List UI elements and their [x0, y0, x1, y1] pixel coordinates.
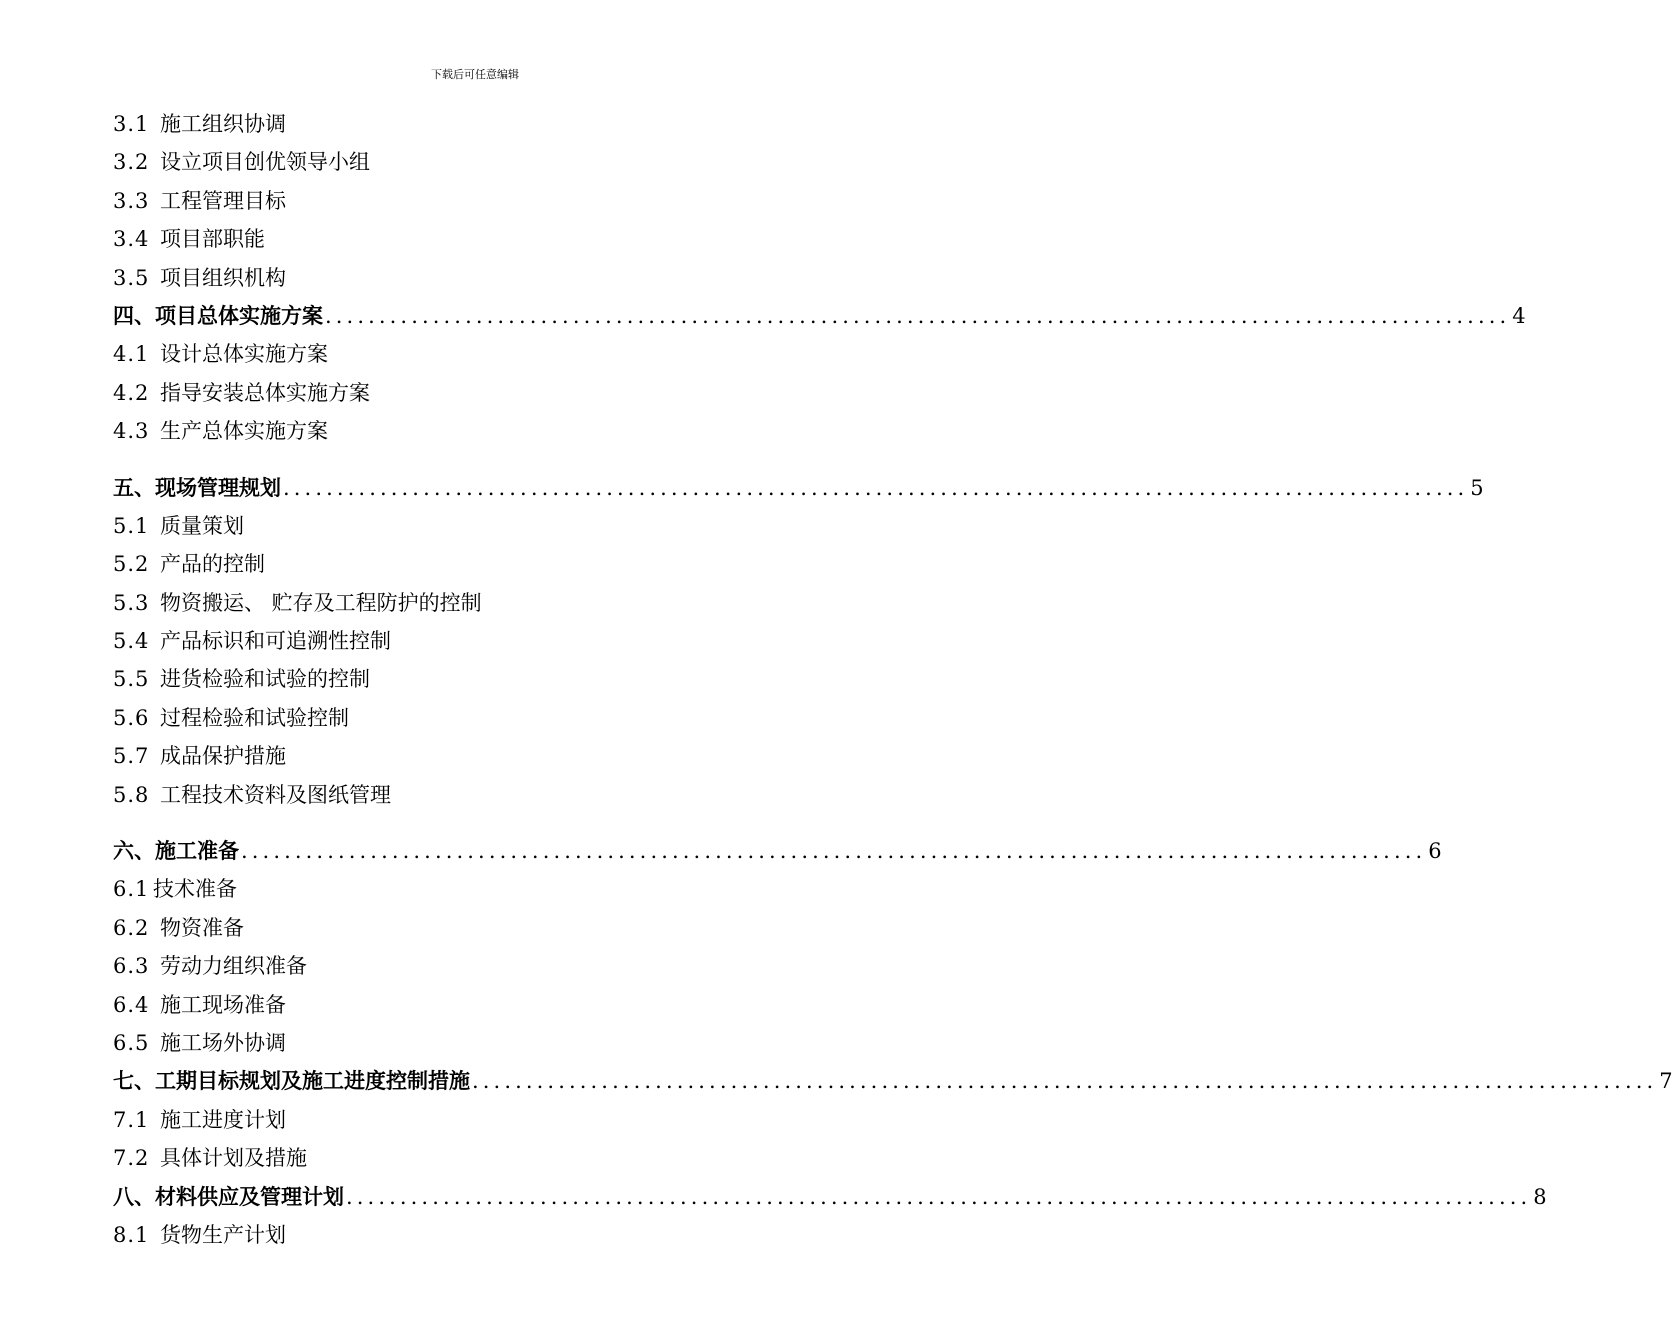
subsection-number: 3.3 — [113, 188, 150, 213]
toc-subsection-entry[interactable] — [113, 220, 859, 258]
subsection-title: 产品标识和可追溯性控制 — [160, 629, 391, 654]
subsection-number: 6.1 — [113, 877, 150, 902]
section-title: 材料供应及管理计划 — [155, 1183, 344, 1209]
toc-subsection-entry[interactable] — [113, 507, 859, 545]
subsection-number: 5.8 — [113, 782, 150, 807]
subsection-title: 进货检验和试验的控制 — [160, 667, 370, 692]
page-number: 4 — [1512, 303, 1526, 328]
subsection-title: 具体计划及措施 — [160, 1146, 307, 1171]
subsection-number: 4.3 — [113, 419, 150, 444]
page-number: 8 — [1533, 1184, 1547, 1209]
subsection-title: 货物生产计划 — [160, 1222, 286, 1247]
subsection-title: 物资搬运、 贮存及工程防护的控制 — [160, 590, 482, 615]
toc-subsection-entry[interactable] — [113, 182, 859, 220]
subsection-title: 物资准备 — [160, 915, 244, 940]
page-number: 7 — [1659, 1069, 1673, 1094]
subsection-title: 生产总体实施方案 — [160, 419, 328, 444]
page-number: 6 — [1428, 839, 1442, 864]
toc-subsection-entry[interactable] — [113, 660, 859, 698]
toc-subsection-entry[interactable] — [113, 737, 859, 775]
subsection-number: 5.6 — [113, 705, 150, 730]
subsection-title: 劳动力组织准备 — [160, 954, 307, 979]
toc-subsection-entry[interactable] — [113, 699, 859, 737]
subsection-title: 产品的控制 — [160, 552, 265, 577]
toc-subsection-entry[interactable] — [113, 374, 859, 412]
dot-leader: .............................................................................................................. — [283, 475, 1469, 500]
toc-subsection-entry[interactable] — [113, 259, 859, 297]
toc-subsection-entry[interactable] — [113, 947, 859, 985]
subsection-number: 7.2 — [113, 1146, 150, 1171]
subsection-title: 项目组织机构 — [160, 265, 286, 290]
subsection-number: 6.3 — [113, 954, 150, 979]
toc-subsection-entry[interactable] — [113, 584, 859, 622]
subsection-number: 5.4 — [113, 629, 150, 654]
subsection-number: 3.1 — [113, 112, 150, 136]
section-title: 现场管理规划 — [155, 474, 281, 500]
toc-subsection-entry[interactable] — [113, 776, 859, 814]
subsection-title: 设立项目创优领导小组 — [160, 150, 370, 175]
section-title: 项目总体实施方案 — [155, 302, 323, 328]
subsection-number: 4.1 — [113, 342, 150, 367]
subsection-title: 指导安装总体实施方案 — [160, 380, 370, 405]
subsection-number: 4.2 — [113, 380, 150, 405]
subsection-number: 3.4 — [113, 227, 150, 252]
subsection-title: 施工组织协调 — [160, 112, 286, 136]
subsection-title: 施工现场准备 — [160, 992, 286, 1017]
subsection-title: 技术准备 — [153, 877, 237, 902]
toc-section-entry[interactable] — [113, 1178, 1547, 1216]
toc-subsection-entry[interactable] — [113, 545, 859, 583]
page-header: 下载后可任意编辑 — [431, 68, 519, 81]
subsection-title: 过程检验和试验控制 — [160, 705, 349, 730]
toc-subsection-entry[interactable] — [113, 986, 859, 1024]
subsection-title: 项目部职能 — [160, 227, 265, 252]
toc-subsection-entry[interactable] — [113, 143, 859, 181]
toc-section-entry[interactable] — [113, 1062, 1673, 1100]
toc-subsection-entry[interactable] — [113, 412, 859, 450]
dot-leader: .............................................................................................................. — [346, 1184, 1532, 1209]
toc-section-entry[interactable] — [113, 297, 1526, 335]
toc-subsection-entry[interactable] — [113, 105, 859, 143]
dot-leader: .............................................................................................................. — [241, 839, 1427, 864]
subsection-number: 3.5 — [113, 265, 150, 290]
dot-leader: .............................................................................................................. — [325, 303, 1511, 328]
section-number: 七、 — [113, 1068, 155, 1094]
toc-subsection-entry[interactable] — [113, 909, 859, 947]
subsection-title: 质量策划 — [160, 513, 244, 538]
section-title: 施工准备 — [155, 838, 239, 864]
subsection-title: 设计总体实施方案 — [160, 342, 328, 367]
subsection-number: 5.3 — [113, 590, 150, 615]
toc-subsection-entry[interactable] — [113, 1216, 859, 1254]
section-title: 工期目标规划及施工进度控制措施 — [155, 1068, 470, 1094]
subsection-number: 5.5 — [113, 667, 150, 692]
subsection-number: 6.4 — [113, 992, 150, 1017]
section-number: 六、 — [113, 838, 155, 864]
subsection-number: 8.1 — [113, 1222, 150, 1247]
subsection-title: 成品保护措施 — [160, 744, 286, 769]
subsection-title: 施工场外协调 — [160, 1030, 286, 1055]
toc-section-entry[interactable] — [113, 469, 1484, 507]
toc-subsection-entry[interactable] — [113, 335, 859, 373]
section-number: 五、 — [113, 474, 155, 500]
toc-subsection-entry[interactable] — [113, 870, 859, 908]
toc-subsection-entry[interactable] — [113, 1024, 859, 1062]
dot-leader: .............................................................................................................. — [472, 1069, 1658, 1094]
section-number: 八、 — [113, 1183, 155, 1209]
subsection-number: 5.7 — [113, 744, 150, 769]
subsection-number: 5.2 — [113, 552, 150, 577]
toc-subsection-entry[interactable] — [113, 1101, 859, 1139]
toc-section-entry[interactable] — [113, 832, 1442, 870]
subsection-number: 7.1 — [113, 1107, 150, 1132]
subsection-title: 施工进度计划 — [160, 1107, 286, 1132]
subsection-title: 工程技术资料及图纸管理 — [160, 782, 391, 807]
subsection-number: 5.1 — [113, 513, 150, 538]
table-of-contents — [113, 105, 1673, 1254]
toc-subsection-entry[interactable] — [113, 622, 859, 660]
subsection-title: 工程管理目标 — [160, 188, 286, 213]
subsection-number: 3.2 — [113, 150, 150, 175]
toc-subsection-entry[interactable] — [113, 1139, 859, 1177]
page-number: 5 — [1470, 475, 1484, 500]
subsection-number: 6.5 — [113, 1030, 150, 1055]
section-number: 四、 — [113, 302, 155, 328]
subsection-number: 6.2 — [113, 915, 150, 940]
